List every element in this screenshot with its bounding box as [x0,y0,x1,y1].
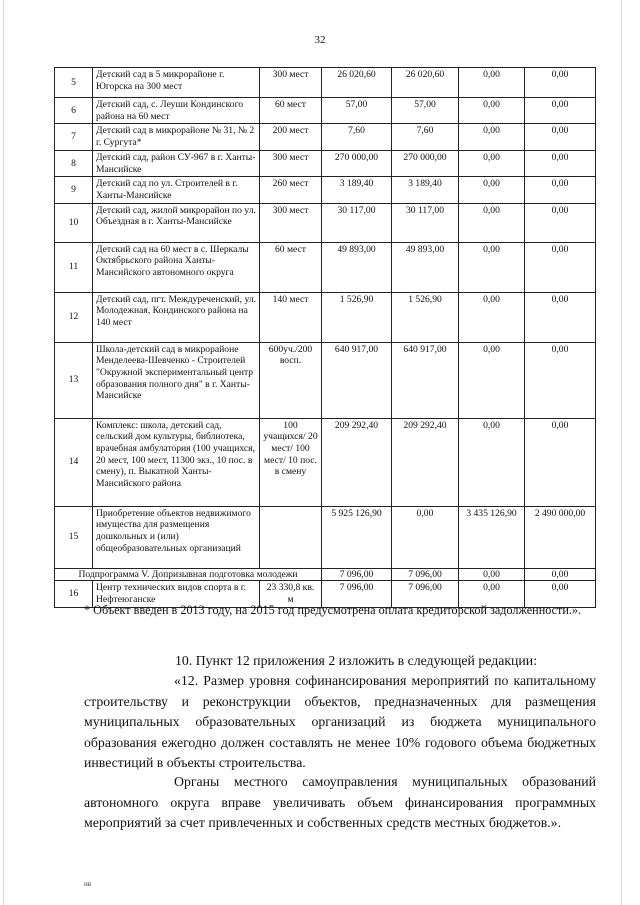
value-total: 640 917,00 [322,342,392,418]
table-body [55,68,596,608]
object-capacity: 300 мест [260,68,322,98]
table-row [55,98,596,124]
object-name: Детский сад на 60 мест в с. Шеркалы Октябрьского района Ханты-Мансийского автономного округа [93,242,260,292]
row-number: 11 [55,242,93,292]
subprogram-row [55,568,596,581]
value-4: 0,00 [525,124,596,150]
object-capacity: 140 мест [260,292,322,342]
object-capacity: 200 мест [260,124,322,150]
object-name: Детский сад в 5 микрорайоне г. Югорска на 300 мест [93,68,260,98]
value-2: 26 020,60 [392,68,459,98]
value-2: 30 117,00 [392,203,459,242]
row-number: 14 [55,418,93,506]
object-capacity: 100 учащихся/ 20 мест/ 100 мест/ 10 пос. в смену [260,418,322,506]
value-2: 0,00 [392,506,459,568]
margin-mark: нв [84,880,92,888]
table-row [55,177,596,203]
object-capacity: 300 мест [260,203,322,242]
object-capacity: 60 мест [260,242,322,292]
value-2: 57,00 [392,98,459,124]
object-name: Детский сад, жилой микрорайон по ул. Объездная в г. Ханты-Мансийске [93,203,260,242]
value-4: 0,00 [525,292,596,342]
object-name: Детский сад по ул. Строителей в г. Ханты-Мансийске [93,177,260,203]
table-row [55,292,596,342]
value-4: 0,00 [525,68,596,98]
value-4: 0,00 [525,342,596,418]
objects-table [54,67,596,608]
value-4: 0,00 [525,581,596,607]
value-4: 0,00 [525,418,596,506]
value-3: 3 435 126,90 [459,506,525,568]
row-number: 10 [55,203,93,242]
table-row [55,124,596,150]
table-row [55,203,596,242]
value-4: 0,00 [525,568,596,581]
value-total: 5 925 126,90 [322,506,392,568]
object-name: Детский сад, район СУ-967 в г. Ханты-Мансийске [93,150,260,176]
value-2: 49 893,00 [392,242,459,292]
table-row [55,418,596,506]
value-4: 0,00 [525,242,596,292]
value-total: 30 117,00 [322,203,392,242]
scan-edge-right [621,0,622,905]
row-number: 15 [55,506,93,568]
value-total: 7 096,00 [322,568,392,581]
table-row [55,506,596,568]
table-row [55,150,596,176]
footnote: * Объект введен в 2013 году, на 2015 год предусмотрена оплата кредиторской задолженности.». [84,603,582,617]
object-name: Комплекс: школа, детский сад, сельский дом культуры, библиотека, врачебная амбулатория (100 учащихся, 20 мест, 100 мест, 11300 экз., 10 пос. в смену), п. Выкатной Ханты-Мансийского района [93,418,260,506]
table-row [55,342,596,418]
value-3: 0,00 [459,418,525,506]
object-capacity: 600уч./200 восп. [260,342,322,418]
value-3: 0,00 [459,292,525,342]
row-number: 13 [55,342,93,418]
object-capacity: 300 мест [260,150,322,176]
value-2: 640 917,00 [392,342,459,418]
value-2: 7 096,00 [392,581,459,607]
subprogram-label: Подпрограмма V. Допризывная подготовка молодежи [55,568,322,581]
value-4: 0,00 [525,177,596,203]
value-4: 0,00 [525,98,596,124]
row-number: 6 [55,98,93,124]
value-3: 0,00 [459,177,525,203]
value-3: 0,00 [459,124,525,150]
value-total: 57,00 [322,98,392,124]
object-name: Детский сад в микрорайоне № 31, № 2 г. Сургута* [93,124,260,150]
object-name: Школа-детский сад в микрорайоне Менделеева-Шевченко - Строителей "Окружной экспериментальный центр образования полного дня" в г. Ханты-Мансийске [93,342,260,418]
value-3: 0,00 [459,203,525,242]
value-total: 26 020,60 [322,68,392,98]
value-2: 7 096,00 [392,568,459,581]
value-total: 49 893,00 [322,242,392,292]
table-row [55,68,596,98]
value-2: 3 189,40 [392,177,459,203]
row-number: 12 [55,292,93,342]
value-2: 7,60 [392,124,459,150]
value-4: 2 490 000,00 [525,506,596,568]
value-3: 0,00 [459,150,525,176]
value-3: 0,00 [459,581,525,607]
point-10-heading: 10. Пункт 12 приложения 2 изложить в следующей редакции: [175,653,538,668]
row-number: 5 [55,68,93,98]
value-2: 209 292,40 [392,418,459,506]
point-12-body: «12. Размер уровня софинансирования мероприятий по капитальному строительству и реконструкции объектов, предназначенных для размещения муниципальных образовательных организаций из бюджета муниципального образования ежегодно должен составлять не менее 10% годового объема бюджетных инвестиций в объекты строительства. [84,673,596,770]
value-total: 3 189,40 [322,177,392,203]
point-12-text [84,671,596,774]
value-3: 0,00 [459,68,525,98]
row-number: 8 [55,150,93,176]
table-row [55,242,596,292]
object-capacity [260,506,322,568]
object-name: Приобретение объектов недвижимого имущества для размещения дошкольных и (или) общеобразовательных организаций [93,506,260,568]
organs-body: Органы местного самоуправления муниципальных образований автономного округа вправе увеличивать объем финансирования программных мероприятий за счет привлеченных и собственных средств местных бюджетов.». [84,774,596,830]
object-capacity: 260 мест [260,177,322,203]
value-total: 270 000,00 [322,150,392,176]
object-name: Центр технических видов спорта в г. Нефтеюганске [93,581,260,607]
value-3: 0,00 [459,342,525,418]
value-4: 0,00 [525,203,596,242]
page-number: 32 [314,34,326,46]
value-2: 1 526,90 [392,292,459,342]
object-capacity: 23 330,8 кв. м [260,581,322,607]
value-3: 0,00 [459,98,525,124]
value-total: 7,60 [322,124,392,150]
value-2: 270 000,00 [392,150,459,176]
value-total: 1 526,90 [322,292,392,342]
object-capacity: 60 мест [260,98,322,124]
value-total: 7 096,00 [322,581,392,607]
value-3: 0,00 [459,242,525,292]
row-number: 7 [55,124,93,150]
row-number: 16 [55,581,93,607]
value-3: 0,00 [459,568,525,581]
row-number: 9 [55,177,93,203]
organs-paragraph [84,772,596,834]
value-total: 209 292,40 [322,418,392,506]
object-name: Детский сад, с. Леуши Кондинского района на 60 мест [93,98,260,124]
object-name: Детский сад, пгт. Междуреченский, ул. Молодежная, Кондинского района на 140 мест [93,292,260,342]
value-4: 0,00 [525,150,596,176]
scan-edge-left [3,0,4,905]
